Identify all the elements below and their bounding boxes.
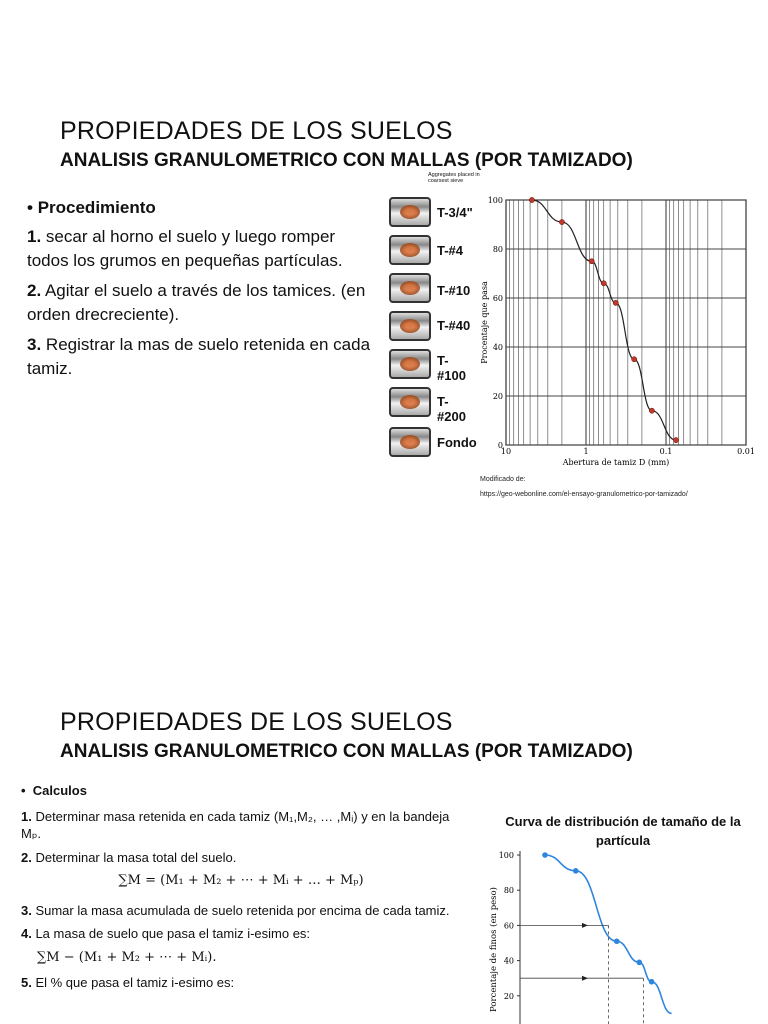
data-point xyxy=(529,197,534,202)
sieve-image xyxy=(389,387,431,417)
y-tick-label: 100 xyxy=(487,196,503,205)
sieve-label: Fondo xyxy=(437,435,477,450)
y-tick-label: 20 xyxy=(503,991,514,1001)
sieve-image xyxy=(389,349,431,379)
chart-title-line-1: Curva de distribución de tamaño de la xyxy=(505,814,741,829)
x-tick-label: 0.1 xyxy=(659,447,673,456)
step-number: 1. xyxy=(27,227,42,247)
step-number: 2. xyxy=(21,849,32,865)
x-tick-label: 0.01 xyxy=(737,447,755,456)
step-number: 4. xyxy=(21,926,32,942)
step-text: El % que pasa el tamiz i-esimo es: xyxy=(31,975,235,991)
credit-url: https://geo-webonline.com/el-ensayo-granulometrico-por-tamizado/ xyxy=(480,491,688,498)
y-tick-label: 40 xyxy=(503,956,514,966)
y-tick-label: 60 xyxy=(492,294,503,303)
procedure-step-3 xyxy=(27,333,372,380)
sieve-label: T-#200 xyxy=(437,394,466,424)
data-point xyxy=(614,938,620,944)
x-tick-label: 1 xyxy=(583,447,589,456)
slide1-subtitle: ANALISIS GRANULOMETRICO CON MALLAS (POR TAMIZADO) xyxy=(60,150,633,171)
data-point xyxy=(649,979,655,985)
data-point xyxy=(632,357,637,362)
calculation-list xyxy=(21,782,461,998)
calculation-heading: • Calculos xyxy=(21,783,87,798)
slide2-title: PROPIEDADES DE LOS SUELOS xyxy=(60,708,453,736)
distribution-chart xyxy=(480,845,760,1024)
step-number: 5. xyxy=(21,975,32,991)
step-number: 1. xyxy=(21,808,32,824)
step-text: Sumar la masa acumulada de suelo retenida por encima de cada tamiz. xyxy=(31,902,450,918)
sieve-image xyxy=(389,235,431,265)
sieve-image xyxy=(389,311,431,341)
sieve-image xyxy=(389,427,431,457)
procedure-list xyxy=(27,196,372,387)
sieve-label: T-#100 xyxy=(437,353,466,383)
y-tick-label: 100 xyxy=(498,851,514,860)
calc-step-2 xyxy=(21,849,461,867)
calc-step-1 xyxy=(21,808,461,843)
arrow-icon xyxy=(582,923,588,928)
calc-step-4 xyxy=(21,925,461,943)
procedure-heading-text: Procedimiento xyxy=(37,198,156,217)
credit-label: Modificado de: xyxy=(480,476,526,483)
data-point xyxy=(649,408,654,413)
sieve-label: T-#40 xyxy=(437,318,471,333)
grain-size-chart xyxy=(478,190,763,475)
data-point xyxy=(637,960,643,966)
data-point xyxy=(613,300,618,305)
y-tick-label: 0 xyxy=(497,441,503,450)
total-mass-equation: ∑M = (M₁ + M₂ + ⋯ + Mᵢ + … + Mₚ) xyxy=(118,873,364,889)
step-text: Determinar masa retenida en cada tamiz (M₁,M₂, … ,Mᵢ) y en la bandeja Mₚ. xyxy=(21,808,450,842)
data-point xyxy=(573,868,579,874)
calc-step-5 xyxy=(21,974,461,992)
plot-frame xyxy=(506,200,746,445)
data-point xyxy=(559,219,564,224)
step-text: Registrar la mas de suelo retenida en cada tamiz. xyxy=(27,335,371,378)
slide1-title: PROPIEDADES DE LOS SUELOS xyxy=(60,117,453,145)
data-point xyxy=(542,852,548,858)
sieve-image xyxy=(389,197,431,227)
data-point xyxy=(601,281,606,286)
y-tick-label: 80 xyxy=(503,886,514,896)
step-number: 3. xyxy=(21,902,32,918)
sieve-stack-illustration xyxy=(385,175,477,470)
step-text: secar al horno el suelo y luego romper todos los grumos en pequeñas partículas. xyxy=(27,227,343,270)
x-axis-label: Abertura de tamiz D (mm) xyxy=(562,458,670,467)
sieve-note: Aggregates placed in coarsest sieve xyxy=(428,172,480,185)
y-tick-label: 80 xyxy=(492,245,503,254)
y-tick-label: 20 xyxy=(492,392,503,401)
step-number: 2. xyxy=(27,281,42,301)
passing-mass-equation: ∑M − (M₁ + M₂ + ⋯ + Mᵢ). xyxy=(37,949,217,965)
step-text: Determinar la masa total del suelo. xyxy=(31,849,237,865)
data-point xyxy=(589,259,594,264)
calculation-heading-text: Calculos xyxy=(32,783,87,798)
data-point xyxy=(673,438,678,443)
step-text: Agitar el suelo a través de los tamices. (en orden drecreciente). xyxy=(27,281,366,324)
arrow-icon xyxy=(582,976,588,981)
chart-title-line-2: partícula xyxy=(595,832,651,848)
sieve-image xyxy=(389,273,431,303)
sieve-label: T-3/4" xyxy=(437,205,473,220)
procedure-heading: • Procedimiento xyxy=(27,198,156,217)
y-axis-label: Procentaje que pasa xyxy=(480,281,489,364)
step-text: La masa de suelo que pasa el tamiz i-esimo es: xyxy=(31,926,311,942)
y-tick-label: 60 xyxy=(503,921,514,931)
y-tick-label: 40 xyxy=(492,343,503,352)
x-tick-label: 10 xyxy=(500,447,512,456)
sieve-label: T-#4 xyxy=(437,243,464,258)
y-axis-label: Porcentaje de finos (en peso) xyxy=(489,887,499,1012)
slide2-subtitle: ANALISIS GRANULOMETRICO CON MALLAS (POR TAMIZADO) xyxy=(60,741,633,762)
step-number: 3. xyxy=(27,335,42,355)
procedure-step-2 xyxy=(27,279,372,326)
procedure-step-1 xyxy=(27,225,372,272)
sieve-label: T-#10 xyxy=(437,283,471,298)
calc-step-3 xyxy=(21,902,461,920)
